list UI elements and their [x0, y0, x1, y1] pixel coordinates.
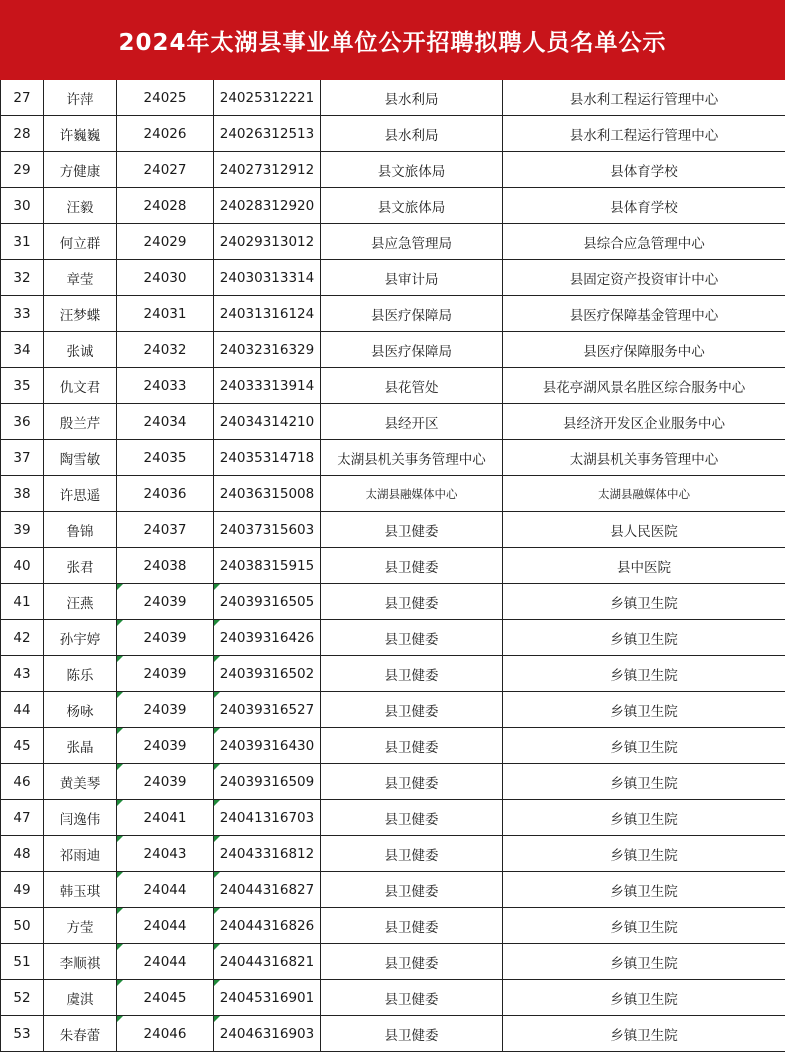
table-row — [1, 548, 785, 584]
department-cell: 县卫健委 — [321, 800, 503, 836]
row-number-cell: 37 — [1, 440, 44, 476]
name-cell: 殷兰芹 — [44, 404, 117, 440]
table-row — [1, 836, 785, 872]
employer-unit-cell: 乡镇卫生院 — [503, 692, 785, 728]
ticket-number-cell: 24044316821 — [214, 944, 321, 980]
employer-unit-cell: 县体育学校 — [503, 188, 785, 224]
row-number-cell: 46 — [1, 764, 44, 800]
department-cell: 县应急管理局 — [321, 224, 503, 260]
ticket-number-cell: 24039316502 — [214, 656, 321, 692]
row-number-cell: 47 — [1, 800, 44, 836]
ticket-number-cell: 24027312912 — [214, 152, 321, 188]
table-row — [1, 152, 785, 188]
ticket-number-cell: 24038315915 — [214, 548, 321, 584]
employer-unit-cell: 县固定资产投资审计中心 — [503, 260, 785, 296]
employer-unit-cell: 县经济开发区企业服务中心 — [503, 404, 785, 440]
ticket-number-cell: 24045316901 — [214, 980, 321, 1016]
name-cell: 何立群 — [44, 224, 117, 260]
ticket-number-cell: 24039316505 — [214, 584, 321, 620]
title-banner — [0, 0, 785, 80]
department-cell: 县卫健委 — [321, 692, 503, 728]
name-cell: 汪燕 — [44, 584, 117, 620]
ticket-number-cell: 24031316124 — [214, 296, 321, 332]
post-code-cell: 24033 — [117, 368, 214, 404]
ticket-number-cell: 24037315603 — [214, 512, 321, 548]
post-code-cell: 24045 — [117, 980, 214, 1016]
employer-unit-cell: 县中医院 — [503, 548, 785, 584]
table-row — [1, 368, 785, 404]
department-cell: 县卫健委 — [321, 548, 503, 584]
post-code-cell: 24034 — [117, 404, 214, 440]
employer-unit-cell: 县人民医院 — [503, 512, 785, 548]
employer-unit-cell: 太湖县机关事务管理中心 — [503, 440, 785, 476]
name-cell: 方健康 — [44, 152, 117, 188]
row-number-cell: 36 — [1, 404, 44, 440]
post-code-cell: 24044 — [117, 908, 214, 944]
name-cell: 陶雪敏 — [44, 440, 117, 476]
name-cell: 陈乐 — [44, 656, 117, 692]
ticket-number-cell: 24035314718 — [214, 440, 321, 476]
name-cell: 许巍巍 — [44, 116, 117, 152]
employer-unit-cell: 乡镇卫生院 — [503, 872, 785, 908]
row-number-cell: 29 — [1, 152, 44, 188]
row-number-cell: 34 — [1, 332, 44, 368]
ticket-number-cell: 24043316812 — [214, 836, 321, 872]
candidate-table-container — [0, 80, 785, 1052]
row-number-cell: 50 — [1, 908, 44, 944]
employer-unit-cell: 县医疗保障基金管理中心 — [503, 296, 785, 332]
employer-unit-cell: 乡镇卫生院 — [503, 944, 785, 980]
department-cell: 太湖县融媒体中心 — [321, 476, 503, 512]
ticket-number-cell: 24039316527 — [214, 692, 321, 728]
department-cell: 县文旅体局 — [321, 152, 503, 188]
table-row — [1, 1016, 785, 1052]
row-number-cell: 41 — [1, 584, 44, 620]
employer-unit-cell: 乡镇卫生院 — [503, 1016, 785, 1052]
employer-unit-cell: 县医疗保障服务中心 — [503, 332, 785, 368]
row-number-cell: 39 — [1, 512, 44, 548]
name-cell: 祁雨迪 — [44, 836, 117, 872]
table-row — [1, 872, 785, 908]
name-cell: 鲁锦 — [44, 512, 117, 548]
ticket-number-cell: 24039316509 — [214, 764, 321, 800]
employer-unit-cell: 县综合应急管理中心 — [503, 224, 785, 260]
row-number-cell: 38 — [1, 476, 44, 512]
name-cell: 张诚 — [44, 332, 117, 368]
table-row — [1, 656, 785, 692]
name-cell: 杨咏 — [44, 692, 117, 728]
name-cell: 孙宇婷 — [44, 620, 117, 656]
name-cell: 仇文君 — [44, 368, 117, 404]
post-code-cell: 24044 — [117, 872, 214, 908]
ticket-number-cell: 24032316329 — [214, 332, 321, 368]
name-cell: 汪毅 — [44, 188, 117, 224]
name-cell: 朱春蕾 — [44, 1016, 117, 1052]
table-row — [1, 116, 785, 152]
department-cell: 县卫健委 — [321, 656, 503, 692]
employer-unit-cell: 县水利工程运行管理中心 — [503, 80, 785, 116]
department-cell: 县文旅体局 — [321, 188, 503, 224]
table-row — [1, 692, 785, 728]
post-code-cell: 24026 — [117, 116, 214, 152]
table-row — [1, 80, 785, 116]
candidate-table — [0, 80, 785, 1052]
post-code-cell: 24029 — [117, 224, 214, 260]
row-number-cell: 53 — [1, 1016, 44, 1052]
post-code-cell: 24035 — [117, 440, 214, 476]
ticket-number-cell: 24041316703 — [214, 800, 321, 836]
employer-unit-cell: 县水利工程运行管理中心 — [503, 116, 785, 152]
employer-unit-cell: 县花亭湖风景名胜区综合服务中心 — [503, 368, 785, 404]
table-row — [1, 908, 785, 944]
department-cell: 县卫健委 — [321, 764, 503, 800]
name-cell: 张晶 — [44, 728, 117, 764]
table-row — [1, 260, 785, 296]
row-number-cell: 49 — [1, 872, 44, 908]
employer-unit-cell: 乡镇卫生院 — [503, 800, 785, 836]
employer-unit-cell: 县体育学校 — [503, 152, 785, 188]
employer-unit-cell: 乡镇卫生院 — [503, 980, 785, 1016]
table-row — [1, 584, 785, 620]
name-cell: 许思遥 — [44, 476, 117, 512]
table-row — [1, 944, 785, 980]
post-code-cell: 24046 — [117, 1016, 214, 1052]
post-code-cell: 24043 — [117, 836, 214, 872]
post-code-cell: 24031 — [117, 296, 214, 332]
department-cell: 县审计局 — [321, 260, 503, 296]
department-cell: 县卫健委 — [321, 512, 503, 548]
row-number-cell: 35 — [1, 368, 44, 404]
name-cell: 黄美琴 — [44, 764, 117, 800]
post-code-cell: 24039 — [117, 692, 214, 728]
department-cell: 太湖县机关事务管理中心 — [321, 440, 503, 476]
ticket-number-cell: 24026312513 — [214, 116, 321, 152]
post-code-cell: 24039 — [117, 728, 214, 764]
post-code-cell: 24025 — [117, 80, 214, 116]
ticket-number-cell: 24044316826 — [214, 908, 321, 944]
row-number-cell: 33 — [1, 296, 44, 332]
name-cell: 闫逸伟 — [44, 800, 117, 836]
table-body — [1, 80, 785, 1052]
post-code-cell: 24041 — [117, 800, 214, 836]
row-number-cell: 28 — [1, 116, 44, 152]
department-cell: 县卫健委 — [321, 908, 503, 944]
row-number-cell: 31 — [1, 224, 44, 260]
ticket-number-cell: 24034314210 — [214, 404, 321, 440]
table-row — [1, 620, 785, 656]
table-row — [1, 332, 785, 368]
employer-unit-cell: 乡镇卫生院 — [503, 620, 785, 656]
table-row — [1, 404, 785, 440]
ticket-number-cell: 24046316903 — [214, 1016, 321, 1052]
post-code-cell: 24028 — [117, 188, 214, 224]
post-code-cell: 24039 — [117, 764, 214, 800]
name-cell: 许萍 — [44, 80, 117, 116]
name-cell: 虞淇 — [44, 980, 117, 1016]
ticket-number-cell: 24025312221 — [214, 80, 321, 116]
ticket-number-cell: 24044316827 — [214, 872, 321, 908]
post-code-cell: 24032 — [117, 332, 214, 368]
employer-unit-cell: 乡镇卫生院 — [503, 656, 785, 692]
table-row — [1, 512, 785, 548]
name-cell: 方莹 — [44, 908, 117, 944]
ticket-number-cell: 24036315008 — [214, 476, 321, 512]
department-cell: 县卫健委 — [321, 872, 503, 908]
post-code-cell: 24039 — [117, 620, 214, 656]
employer-unit-cell: 乡镇卫生院 — [503, 836, 785, 872]
ticket-number-cell: 24028312920 — [214, 188, 321, 224]
employer-unit-cell: 乡镇卫生院 — [503, 728, 785, 764]
employer-unit-cell: 乡镇卫生院 — [503, 908, 785, 944]
post-code-cell: 24039 — [117, 656, 214, 692]
name-cell: 章莹 — [44, 260, 117, 296]
ticket-number-cell: 24033313914 — [214, 368, 321, 404]
department-cell: 县医疗保障局 — [321, 332, 503, 368]
row-number-cell: 44 — [1, 692, 44, 728]
page-title: 2024年太湖县事业单位公开招聘拟聘人员名单公示 — [118, 24, 666, 57]
department-cell: 县卫健委 — [321, 836, 503, 872]
name-cell: 张君 — [44, 548, 117, 584]
row-number-cell: 45 — [1, 728, 44, 764]
department-cell: 县医疗保障局 — [321, 296, 503, 332]
department-cell: 县卫健委 — [321, 728, 503, 764]
table-row — [1, 440, 785, 476]
row-number-cell: 52 — [1, 980, 44, 1016]
row-number-cell: 43 — [1, 656, 44, 692]
department-cell: 县经开区 — [321, 404, 503, 440]
name-cell: 李顺祺 — [44, 944, 117, 980]
ticket-number-cell: 24029313012 — [214, 224, 321, 260]
post-code-cell: 24027 — [117, 152, 214, 188]
table-row — [1, 296, 785, 332]
row-number-cell: 27 — [1, 80, 44, 116]
name-cell: 汪梦蝶 — [44, 296, 117, 332]
table-row — [1, 728, 785, 764]
table-row — [1, 476, 785, 512]
table-row — [1, 800, 785, 836]
employer-unit-cell: 乡镇卫生院 — [503, 764, 785, 800]
table-row — [1, 980, 785, 1016]
table-row — [1, 188, 785, 224]
ticket-number-cell: 24039316426 — [214, 620, 321, 656]
department-cell: 县水利局 — [321, 80, 503, 116]
table-row — [1, 764, 785, 800]
post-code-cell: 24030 — [117, 260, 214, 296]
department-cell: 县卫健委 — [321, 1016, 503, 1052]
employer-unit-cell: 太湖县融媒体中心 — [503, 476, 785, 512]
post-code-cell: 24036 — [117, 476, 214, 512]
row-number-cell: 51 — [1, 944, 44, 980]
post-code-cell: 24037 — [117, 512, 214, 548]
ticket-number-cell: 24030313314 — [214, 260, 321, 296]
department-cell: 县卫健委 — [321, 944, 503, 980]
row-number-cell: 42 — [1, 620, 44, 656]
ticket-number-cell: 24039316430 — [214, 728, 321, 764]
row-number-cell: 40 — [1, 548, 44, 584]
row-number-cell: 30 — [1, 188, 44, 224]
post-code-cell: 24038 — [117, 548, 214, 584]
employer-unit-cell: 乡镇卫生院 — [503, 584, 785, 620]
row-number-cell: 32 — [1, 260, 44, 296]
row-number-cell: 48 — [1, 836, 44, 872]
department-cell: 县卫健委 — [321, 584, 503, 620]
post-code-cell: 24044 — [117, 944, 214, 980]
department-cell: 县卫健委 — [321, 620, 503, 656]
name-cell: 韩玉琪 — [44, 872, 117, 908]
department-cell: 县卫健委 — [321, 980, 503, 1016]
post-code-cell: 24039 — [117, 584, 214, 620]
department-cell: 县水利局 — [321, 116, 503, 152]
table-row — [1, 224, 785, 260]
department-cell: 县花管处 — [321, 368, 503, 404]
